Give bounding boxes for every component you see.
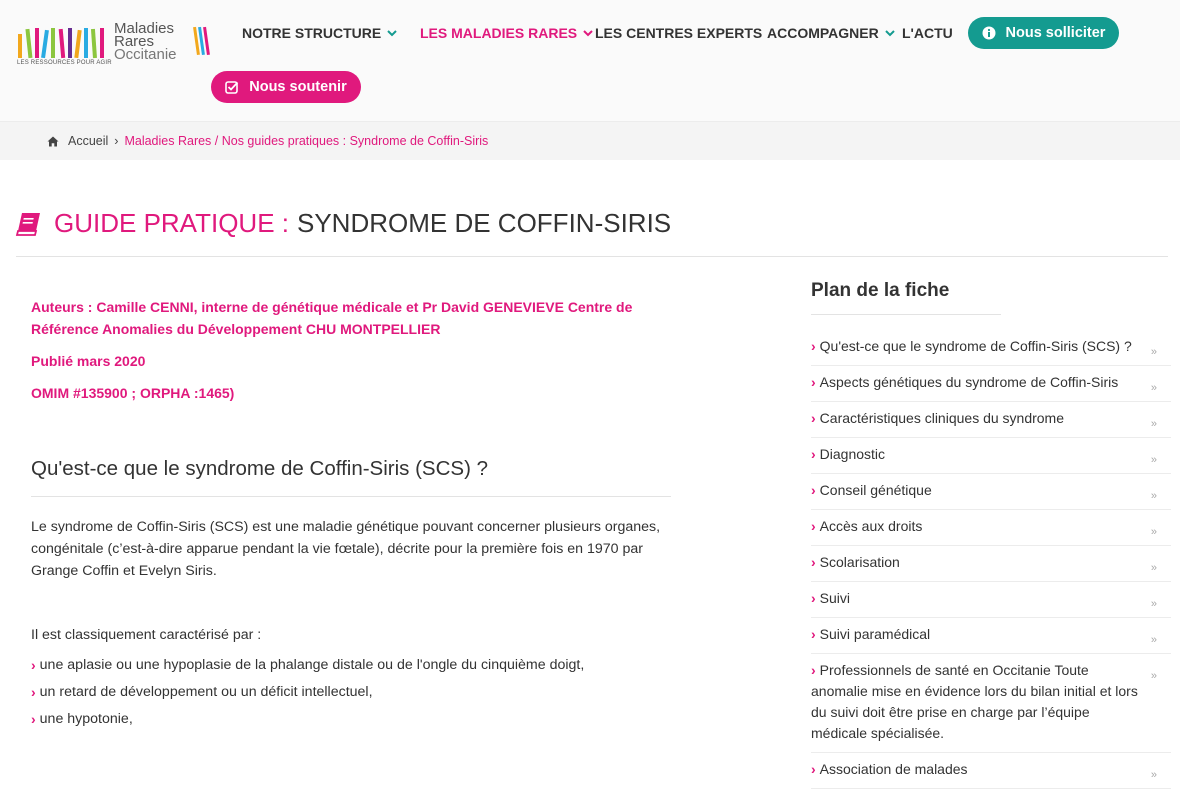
toc-item-aspects-genetiques[interactable] bbox=[811, 366, 1171, 402]
site-logo[interactable] bbox=[16, 22, 216, 70]
toc-item-label: Qu'est-ce que le syndrome de Coffin-Siris (SCS) ? bbox=[819, 338, 1132, 354]
nous-soutenir-label: Nous soutenir bbox=[249, 79, 347, 95]
nav-label: L'ACTU bbox=[902, 25, 953, 41]
list-item bbox=[31, 684, 373, 700]
home-icon bbox=[47, 136, 59, 147]
toc-item-acces-aux-droits[interactable] bbox=[811, 510, 1171, 546]
logo-tagline: LES RESSOURCES POUR AGIR bbox=[17, 60, 112, 66]
toc-item-label: Caractéristiques cliniques du syndrome bbox=[819, 410, 1065, 426]
list-item-text: un retard de développement ou un déficit intellectuel, bbox=[39, 684, 373, 700]
toc-item-diagnostic[interactable] bbox=[811, 438, 1171, 474]
toc-item-caracteristiques-cliniques[interactable] bbox=[811, 402, 1171, 438]
list-item-text: une hypotonie, bbox=[39, 711, 133, 727]
nav-accompagner[interactable] bbox=[767, 25, 895, 41]
toc-item-conseil-genetique[interactable] bbox=[811, 474, 1171, 510]
angle-right-icon: › bbox=[811, 761, 816, 777]
double-angle-right-icon: » bbox=[1150, 598, 1157, 610]
logo-rainbow-icon bbox=[194, 25, 210, 57]
page-title-prefix: GUIDE PRATIQUE : bbox=[54, 208, 289, 238]
breadcrumb-separator: › bbox=[114, 134, 119, 148]
toc-item-scolarisation[interactable] bbox=[811, 546, 1171, 582]
angle-right-icon: › bbox=[31, 657, 36, 673]
logo-line-1: Maladies bbox=[114, 20, 175, 37]
angle-right-icon: › bbox=[811, 374, 816, 390]
angle-right-icon: › bbox=[811, 518, 816, 534]
list-item bbox=[31, 711, 133, 727]
toc-item-label: Professionnels de santé en Occitanie Toute anomalie mise en évidence lors du bilan initial et lors du suivi doit être prise en charge par l’équipe médicale spécialisée. bbox=[811, 662, 1138, 741]
nav-lactu[interactable] bbox=[902, 25, 953, 41]
double-angle-right-icon: » bbox=[1150, 382, 1157, 394]
logo-line-3: Occitanie bbox=[114, 46, 177, 63]
angle-right-icon: › bbox=[811, 554, 816, 570]
list-item-text: une aplasie ou une hypoplasie de la phalange distale ou de l'ongle du cinquième doigt, bbox=[39, 657, 585, 673]
nous-solliciter-button[interactable] bbox=[968, 17, 1119, 49]
section-intro: Le syndrome de Coffin-Siris (SCS) est une maladie génétique pouvant concerner plusieurs organes, congénitale (c’est-à-dire apparue pendant la vie fœtale), décrite pour la première fois en 1970 par Grange Coffin et Evelyn Siris. bbox=[31, 519, 661, 579]
sidebar-title: Plan de la fiche bbox=[811, 280, 1001, 315]
chevron-down-icon bbox=[885, 29, 895, 37]
nav-label: LES MALADIES RARES bbox=[420, 25, 578, 41]
breadcrumb-current[interactable]: Maladies Rares / Nos guides pratiques : Syndrome de Coffin-Siris bbox=[124, 134, 489, 148]
double-angle-right-icon: » bbox=[1150, 454, 1157, 466]
breadcrumb bbox=[0, 122, 1180, 160]
toc-item-label: Scolarisation bbox=[819, 554, 900, 570]
page-title bbox=[16, 208, 1168, 257]
double-angle-right-icon: » bbox=[1150, 418, 1157, 430]
list-item bbox=[31, 657, 584, 673]
double-angle-right-icon: » bbox=[1150, 634, 1157, 646]
toc-item-label: Suivi paramédical bbox=[819, 626, 931, 642]
book-icon bbox=[16, 212, 42, 236]
toc-item-suivi[interactable] bbox=[811, 582, 1171, 618]
logo-wordmark bbox=[114, 22, 177, 61]
section-heading: Qu'est-ce que le syndrome de Coffin-Siris (SCS) ? bbox=[31, 457, 671, 497]
page-title-main: SYNDROME DE COFFIN-SIRIS bbox=[297, 208, 672, 238]
angle-right-icon: › bbox=[811, 410, 816, 426]
toc-item-label: Accès aux droits bbox=[819, 518, 923, 534]
info-icon bbox=[982, 26, 996, 40]
nav-label: LES CENTRES EXPERTS bbox=[595, 25, 763, 41]
angle-right-icon: › bbox=[811, 446, 816, 462]
chevron-down-icon bbox=[583, 29, 593, 37]
double-angle-right-icon: » bbox=[1150, 670, 1157, 682]
angle-right-icon: › bbox=[811, 338, 816, 354]
toc-item-label: Diagnostic bbox=[819, 446, 886, 462]
breadcrumb-home-label: Accueil bbox=[68, 134, 109, 148]
logo-bars-icon bbox=[16, 26, 108, 60]
toc-item-label: Conseil génétique bbox=[819, 482, 932, 498]
angle-right-icon: › bbox=[811, 662, 816, 678]
nav-les-maladies-rares[interactable] bbox=[420, 25, 593, 41]
guide-identifiers: OMIM #135900 ; ORPHA :1465) bbox=[31, 385, 235, 401]
angle-right-icon: › bbox=[811, 482, 816, 498]
nous-solliciter-label: Nous solliciter bbox=[1005, 25, 1106, 41]
guide-published-date: Publié mars 2020 bbox=[31, 353, 146, 369]
angle-right-icon: › bbox=[811, 626, 816, 642]
section-lead: Il est classiquement caractérisé par : bbox=[31, 627, 262, 643]
angle-right-icon: › bbox=[31, 684, 36, 700]
table-of-contents bbox=[811, 330, 1171, 789]
guide-authors: Auteurs : Camille CENNI, interne de génétique médicale et Pr David GENEVIEVE Centre de Référence Anomalies du Développement CHU MONTPELLIER bbox=[31, 299, 633, 337]
chevron-down-icon bbox=[387, 29, 397, 37]
logo-line-2: Rares bbox=[114, 33, 155, 50]
angle-right-icon: › bbox=[811, 590, 816, 606]
double-angle-right-icon: » bbox=[1150, 562, 1157, 574]
double-angle-right-icon: » bbox=[1150, 346, 1157, 358]
double-angle-right-icon: » bbox=[1150, 526, 1157, 538]
nav-label: ACCOMPAGNER bbox=[767, 25, 879, 41]
toc-item-association-malades[interactable] bbox=[811, 753, 1171, 789]
toc-item-suivi-paramedical[interactable] bbox=[811, 618, 1171, 654]
breadcrumb-home-link[interactable] bbox=[47, 134, 108, 148]
nav-notre-structure[interactable] bbox=[242, 25, 397, 41]
double-angle-right-icon: » bbox=[1150, 490, 1157, 502]
toc-item-professionnels-sante[interactable] bbox=[811, 654, 1171, 753]
toc-item-label: Suivi bbox=[819, 590, 851, 606]
toc-item-quest-ce-que[interactable] bbox=[811, 330, 1171, 366]
site-header bbox=[0, 0, 1180, 122]
nav-les-centres-experts[interactable] bbox=[595, 25, 762, 41]
check-square-icon bbox=[225, 80, 239, 94]
nous-soutenir-button[interactable] bbox=[211, 71, 361, 103]
nav-label: NOTRE STRUCTURE bbox=[242, 25, 382, 41]
toc-item-label: Association de malades bbox=[819, 761, 968, 777]
angle-right-icon: › bbox=[31, 711, 36, 727]
toc-item-label: Aspects génétiques du syndrome de Coffin-Siris bbox=[819, 374, 1119, 390]
double-angle-right-icon: » bbox=[1150, 769, 1157, 781]
